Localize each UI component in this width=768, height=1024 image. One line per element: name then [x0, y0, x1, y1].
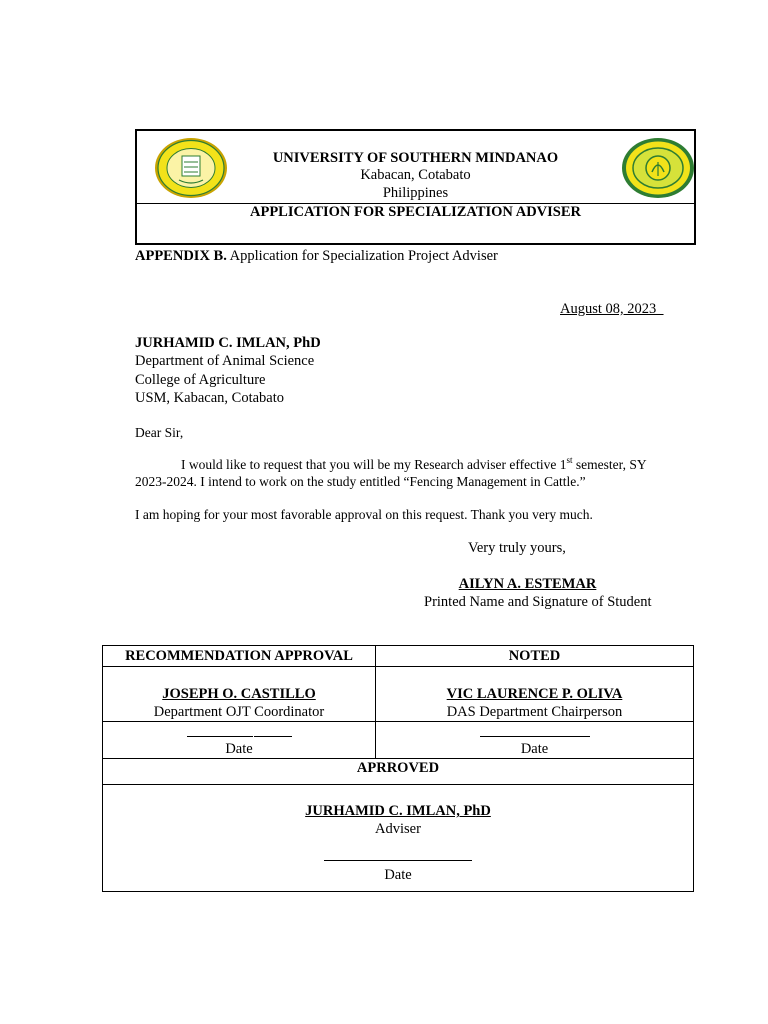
noter-title: DAS Department Chairperson [446, 704, 623, 720]
recommendation-header: RECOMMENDATION APPROVAL [125, 648, 353, 664]
appendix-label: APPENDIX B. [135, 248, 227, 264]
noted-header: NOTED [508, 648, 561, 664]
student-caption: Printed Name and Signature of Student [424, 594, 652, 610]
recommender-date-cell [103, 722, 376, 759]
letter-date: August 08, 2023 [560, 301, 664, 317]
recommendation-header-cell [103, 646, 376, 667]
addressee-department: Department of Animal Science [135, 353, 315, 369]
date-label: Date [520, 741, 549, 757]
approved-header-cell [103, 759, 694, 785]
addressee-name: JURHAMID C. IMLAN, PhD [135, 335, 321, 351]
form-title: APPLICATION FOR SPECIALIZATION ADVISER [249, 204, 581, 220]
ordinal-suffix: st [566, 455, 573, 465]
student-name: AILYN A. ESTEMAR [458, 576, 597, 592]
signature-line [324, 848, 472, 861]
recommender-cell [103, 667, 376, 722]
recommender-title: Department OJT Coordinator [153, 704, 325, 720]
paragraph-1-line-1 [181, 456, 647, 474]
paragraph-2: I am hoping for your most favorable approval on this request. Thank you very much. [135, 507, 593, 522]
closing: Very truly yours, [468, 540, 566, 556]
addressee-college: College of Agriculture [135, 372, 266, 388]
signature-line [187, 724, 253, 737]
signature-line [254, 724, 292, 737]
addressee-address: USM, Kabacan, Cotabato [135, 390, 284, 406]
appendix-line [135, 247, 498, 265]
signature-line [480, 724, 590, 737]
approval-table [102, 645, 694, 892]
date-label: Date [384, 867, 412, 883]
salutation: Dear Sir, [135, 425, 184, 440]
noter-date-cell [376, 722, 694, 759]
noted-header-cell [376, 646, 694, 667]
adviser-title: Adviser [375, 821, 421, 837]
paragraph-1-text-b: semester, SY [572, 457, 647, 472]
noter-cell [376, 667, 694, 722]
appendix-text: Application for Specialization Project Adviser [226, 248, 498, 264]
university-country: Philippines [382, 185, 449, 201]
adviser-name: JURHAMID C. IMLAN, PhD [305, 803, 491, 819]
noter-name: VIC LAURENCE P. OLIVA [446, 686, 623, 702]
adviser-cell [103, 785, 694, 892]
approved-header: APRROVED [356, 760, 440, 776]
university-name: UNIVERSITY OF SOUTHERN MINDANAO [272, 150, 559, 166]
recommender-name: JOSEPH O. CASTILLO [162, 686, 316, 702]
paragraph-1-line-2: 2023-2024. I intend to work on the study entitled “Fencing Management in Cattle.” [135, 474, 586, 489]
university-city: Kabacan, Cotabato [360, 167, 471, 183]
paragraph-1-text-a: I would like to request that you will be my Research adviser effective 1 [181, 457, 567, 472]
date-label: Date [225, 741, 253, 757]
